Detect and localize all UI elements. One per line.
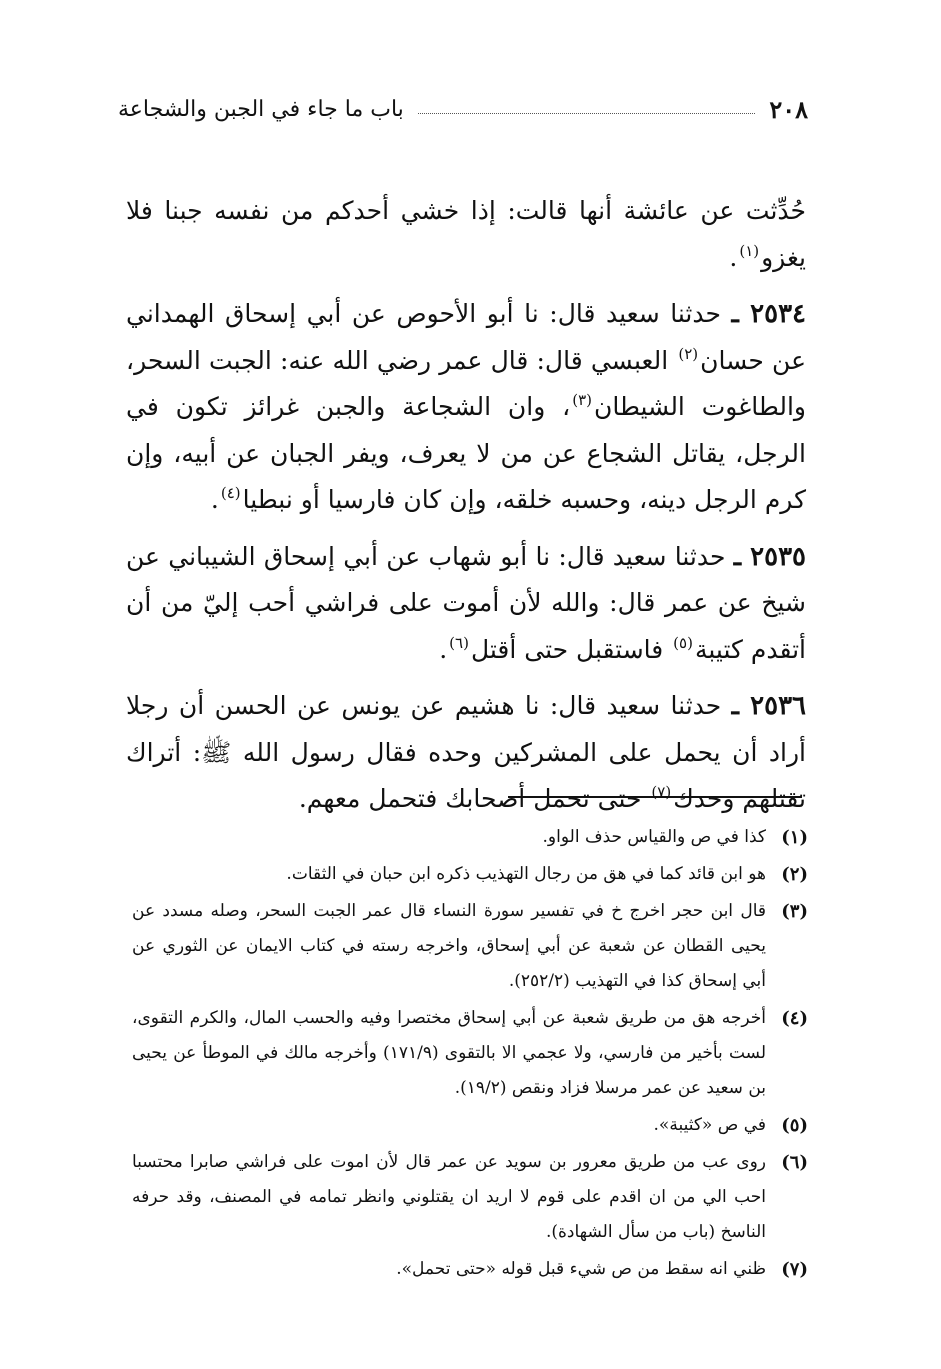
footnote-label: (٢) [781, 864, 808, 885]
paragraph [126, 683, 806, 823]
footnote-item [132, 1252, 808, 1287]
paragraph-text: فاستقبل حتى أقتل [470, 634, 672, 664]
paragraph-text: حدثنا سعيد قال: نا أبو الأحوص عن أبي إسحاق الهمداني عن حسان [126, 299, 806, 375]
paragraph-text: حدثنا سعيد قال: نا هشيم عن يونس عن الحسن أن رجلا أراد أن يحمل على المشركين وحده فقال رسول الله ﷺ: أتراك تقتلهم وحدك [126, 691, 806, 813]
footnote-marker: (٤) [220, 484, 241, 502]
page-number: ٢٠٨ [769, 94, 808, 124]
footnote-marker: (٧) [651, 783, 672, 801]
paragraph-text: حدثنا سعيد قال: نا أبو شهاب عن أبي إسحاق الشيباني عن شيخ عن عمر قال: والله لأن أموت على فراشي أحب إليّ من أن أتقدم كتيبة [126, 541, 806, 664]
footnote-marker: (١) [739, 241, 760, 260]
footnote-item [132, 1108, 808, 1143]
header-dotted-leader [418, 113, 756, 114]
number-dash: ـ [731, 691, 751, 720]
footnote-item [132, 1145, 808, 1250]
footnote-label: (٦) [781, 1152, 808, 1173]
footnote-label: (١) [781, 827, 808, 848]
footnote-text: أخرجه هق من طريق شعبة عن أبي إسحاق مختصرا وفيه والحسب المال، والكرم التقوى، لست بأخير من فارسي، ولا عجمي الا بالتقوى (١٧١/٩) وأخرجه مالك في الموطأ عن يحيى بن سعيد عن عمر مرسلا فزاد ونقص (١٩/٢). [132, 1008, 767, 1098]
footnote-item [132, 894, 808, 999]
hadith-number: ٢٥٣٥ [750, 541, 806, 572]
paragraph-text: . [210, 485, 219, 514]
footnote-text: روى عب من طريق معرور بن سويد عن عمر قال لأن اموت على فراشي صابرا محتسبا احب الي من ان اقدم على قوم لا اريد ان يقتلوني وانظر تمامه في المصنف، وقد حرفه الناسخ (باب من سأل الشهادة). [132, 1152, 766, 1242]
paragraph-text: العبسي قال: قال عمر رضي الله عنه: الجبت السحر، والطاغوت الشيطان [126, 345, 807, 421]
paragraph-text: حُدِّثت عن عائشة أنها قالت: إذا خشي أحدكم من نفسه جبنا فلا يغزو [126, 196, 806, 272]
footnote-label: (٧) [781, 1259, 808, 1280]
paragraph-text: ، وان الشجاعة والجبن غرائز تكون في الرجل، يقاتل الشجاع عن من لا يعرف، ويفر الجبان عن أبيه، وإن كرم الرجل دينه، وحسبه خلقه، وإن كان فارسيا أو نبطيا [126, 392, 806, 514]
footnote-label: (٣) [781, 901, 808, 922]
footnote-label: (٥) [781, 1115, 808, 1136]
footnote-text: قال ابن حجر اخرج خ في تفسير سورة النساء قال عمر الجبت السحر، وصله مسدد عن يحيى القطان عن شعبة عن أبي إسحاق، واخرجه رسته في كتاب الايمان عن الثوري عن أبي إسحاق كذا في التهذيب (٢٥٢/٢). [132, 901, 766, 991]
footnote-marker: (٦) [449, 633, 469, 652]
number-dash: ـ [733, 541, 751, 571]
hadith-number: ٢٥٣٤ [750, 299, 807, 329]
footnote-item [132, 820, 808, 855]
number-dash: ـ [731, 299, 751, 328]
footnote-text: في ص «كثيبة». [653, 1115, 766, 1135]
footnote-text: هو ابن قائد كما في هق من رجال التهذيب ذكره ابن حبان في الثقات. [286, 864, 766, 884]
footnote-label: (٤) [781, 1008, 808, 1029]
running-title: باب ما جاء في الجبن والشجاعة [118, 96, 404, 122]
page-header [118, 92, 808, 126]
footnote-marker: (٣) [572, 391, 592, 409]
paragraph [126, 534, 806, 674]
main-text [126, 188, 806, 823]
footnote-item [132, 857, 808, 892]
footnotes-section [132, 820, 808, 1287]
footnote-marker: (٥) [673, 633, 693, 652]
footnote-item [132, 1001, 808, 1106]
footnote-divider [508, 796, 802, 798]
footnote-text: كذا في ص والقياس حذف الواو. [542, 827, 766, 847]
paragraph-text: . [729, 242, 738, 272]
paragraph [126, 188, 806, 281]
hadith-number: ٢٥٣٦ [750, 691, 806, 721]
footnote-text: ظني انه سقط من ص شيء قبل قوله «حتى تحمل». [396, 1259, 766, 1279]
footnote-marker: (٢) [678, 344, 699, 363]
paragraph [126, 291, 806, 524]
paragraph-text: . [439, 634, 448, 664]
paragraph-text: حتى تحمل أصحابك فتحمل معهم. [298, 784, 650, 813]
